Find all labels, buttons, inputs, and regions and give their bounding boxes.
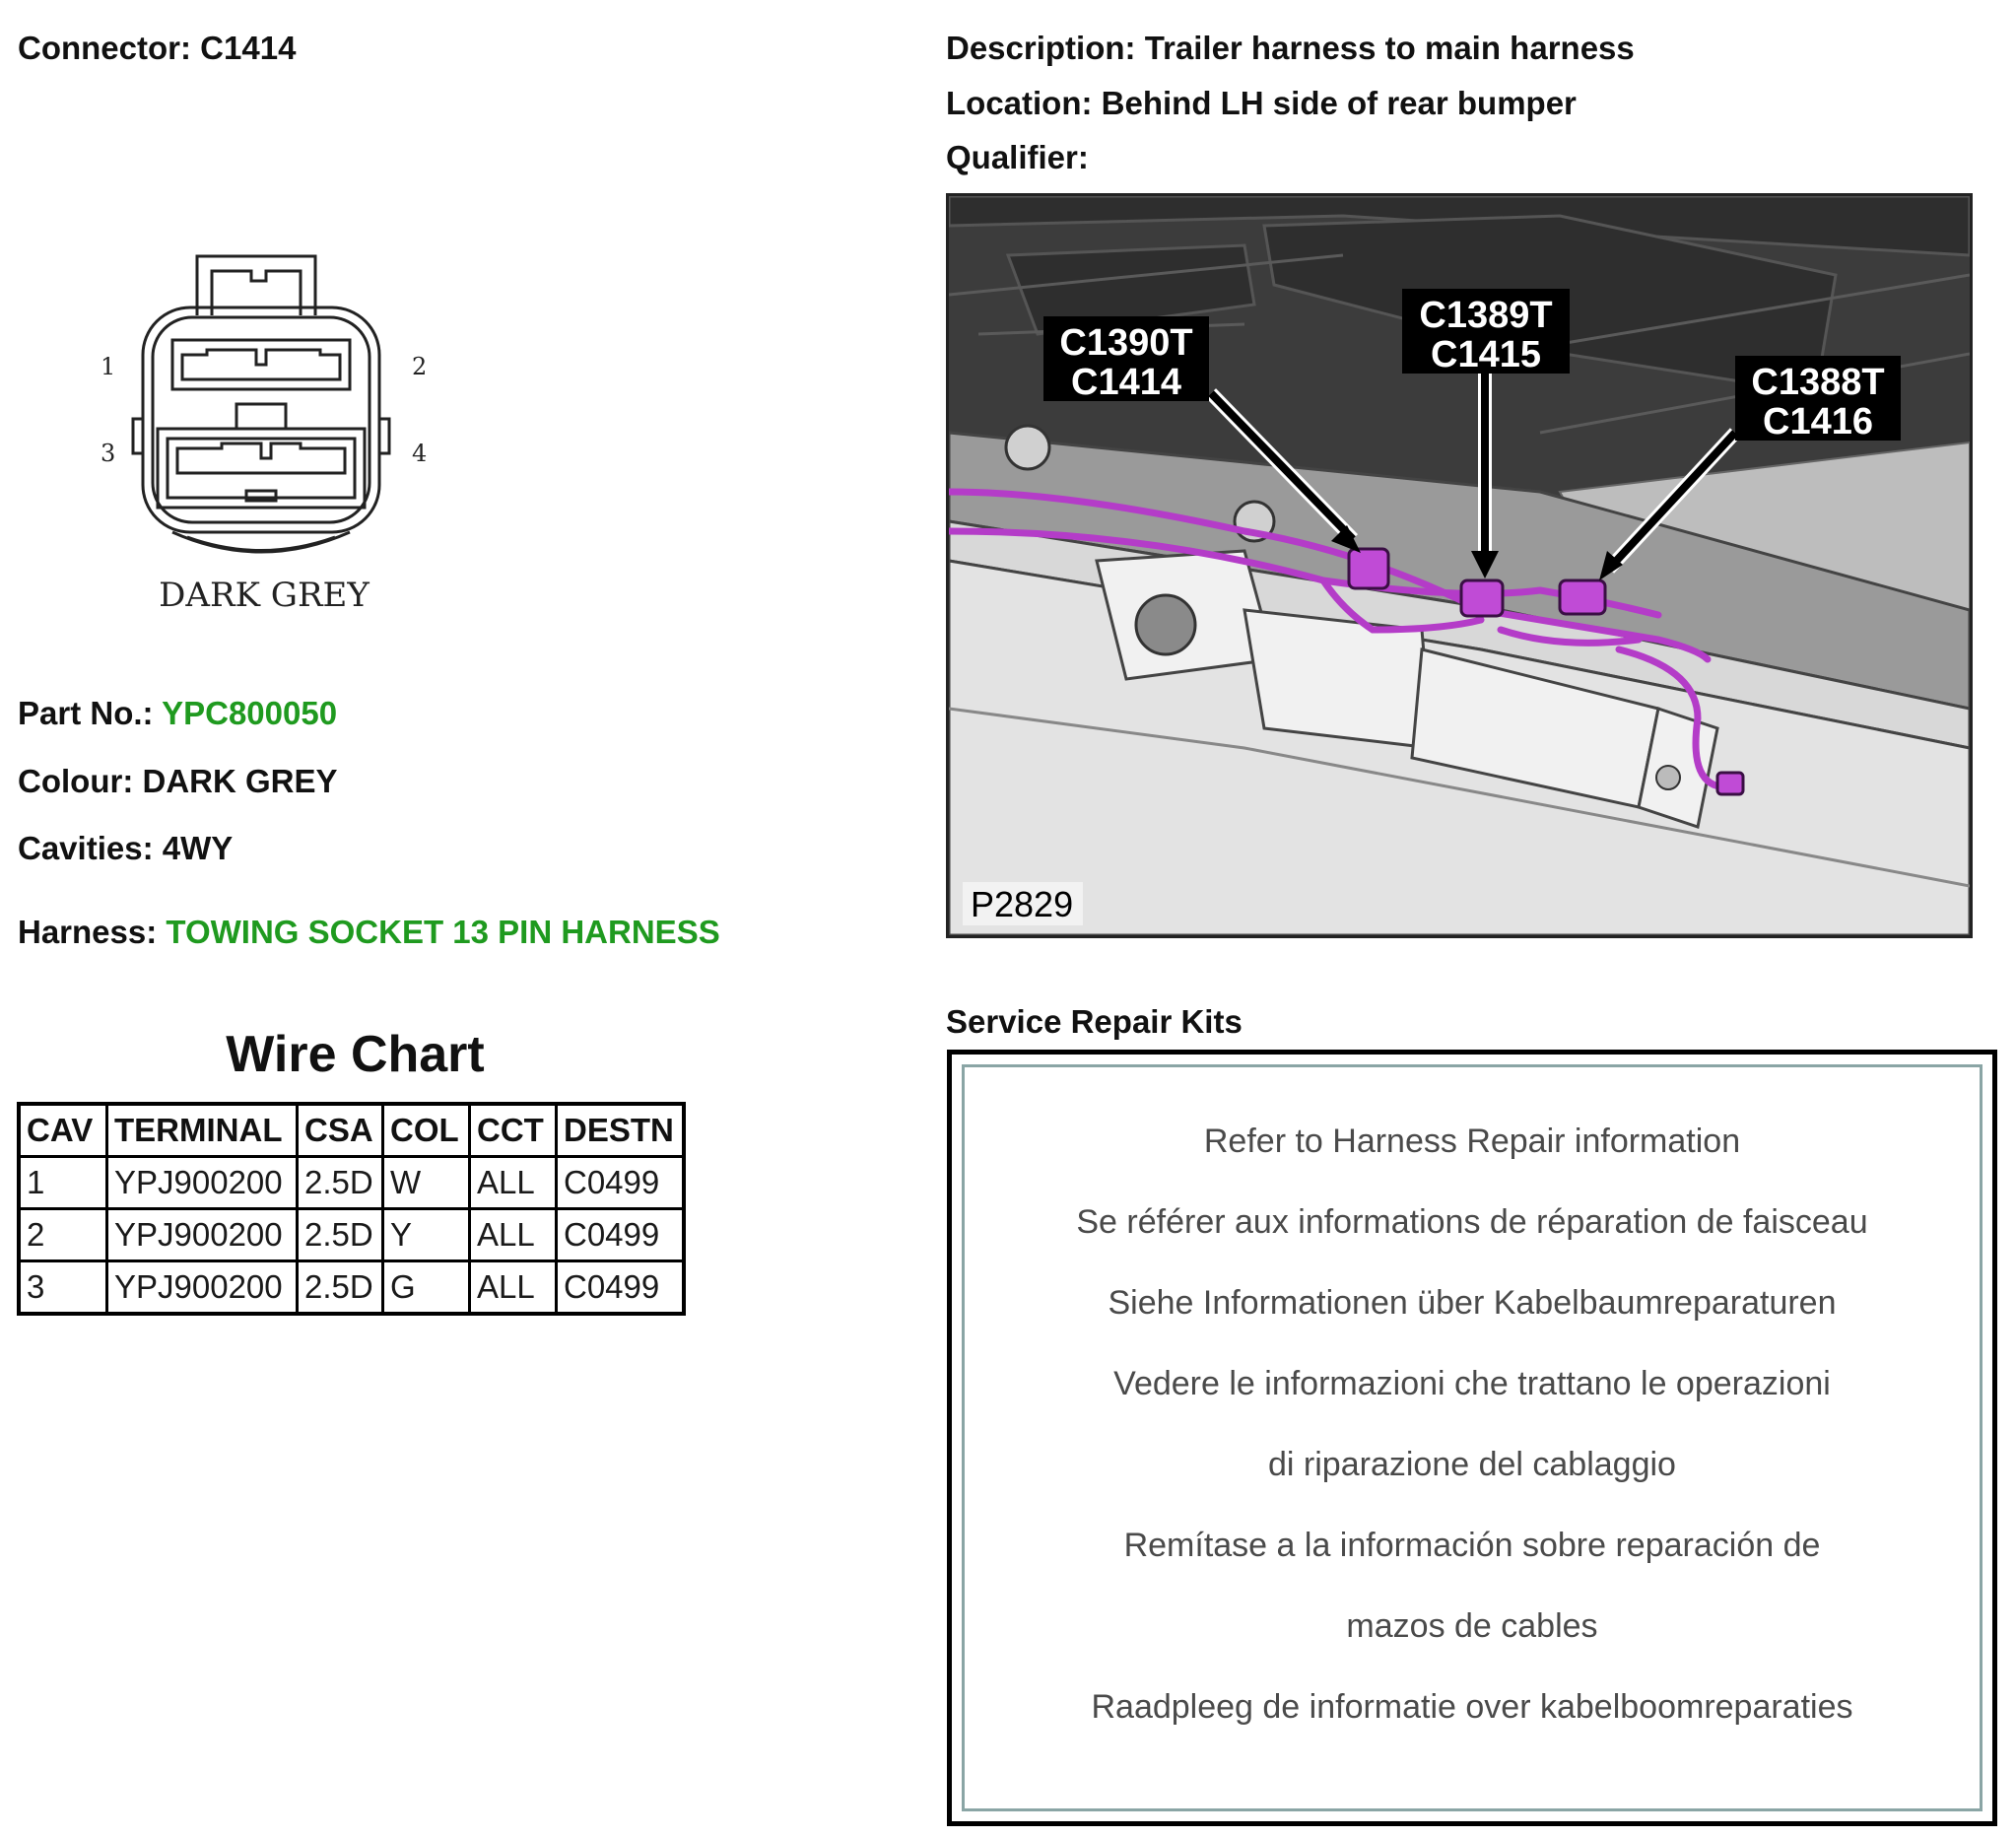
cell-cct: ALL	[470, 1209, 557, 1261]
header-cav: CAV	[19, 1104, 107, 1157]
header-cct: CCT	[470, 1104, 557, 1157]
kit-line-nl: Raadpleeg de informatie over kabelboomreparaties	[1091, 1688, 1853, 1726]
pin-label-1: 1	[101, 353, 116, 380]
cavities-label: Cavities:	[18, 830, 154, 866]
kit-line-it-2: di riparazione del cablaggio	[1268, 1446, 1676, 1483]
location-line	[946, 85, 1577, 122]
cell-col: W	[383, 1157, 470, 1209]
connector-value: C1414	[200, 30, 297, 66]
table-header-row	[19, 1104, 684, 1157]
cell-terminal: YPJ900200	[107, 1209, 298, 1261]
callout-c1389t: C1389T	[1419, 295, 1553, 336]
cell-cav: 2	[19, 1209, 107, 1261]
cell-destn: C0499	[557, 1261, 685, 1315]
description-label: Description:	[946, 30, 1136, 66]
connector-line	[18, 30, 296, 67]
kit-line-de: Siehe Informationen über Kabelbaumreparaturen	[1108, 1284, 1837, 1322]
harness-label: Harness:	[18, 914, 158, 950]
cavities-line	[18, 830, 233, 867]
cell-col: G	[383, 1261, 470, 1315]
kit-line-es-2: mazos de cables	[1346, 1607, 1598, 1645]
part-no-link[interactable]: YPC800050	[162, 695, 338, 731]
callout-c1416: C1416	[1763, 401, 1873, 442]
header-csa: CSA	[298, 1104, 383, 1157]
repair-kits-title: Service Repair Kits	[946, 1003, 1243, 1040]
cell-destn: C0499	[557, 1157, 685, 1209]
cell-cct: ALL	[470, 1157, 557, 1209]
connector-face-diagram	[89, 246, 463, 621]
cell-terminal: YPJ900200	[107, 1261, 298, 1315]
callout-c1415: C1415	[1431, 334, 1541, 375]
repair-kits-box	[947, 1050, 1997, 1826]
kit-line-en: Refer to Harness Repair information	[1203, 1123, 1741, 1160]
location-label: Location:	[946, 85, 1093, 121]
repair-kits-inner-frame	[962, 1064, 1982, 1811]
location-value: Behind LH side of rear bumper	[1101, 85, 1577, 121]
header-destn: DESTN	[557, 1104, 685, 1157]
colour-value: DARK GREY	[142, 763, 338, 799]
part-no-line	[18, 695, 337, 732]
pin-label-2: 2	[412, 353, 428, 380]
callout-c1414: C1414	[1071, 362, 1181, 403]
kit-line-es-1: Remítase a la información sobre reparación de	[1123, 1527, 1821, 1564]
qualifier-label: Qualifier:	[946, 139, 1089, 175]
cavities-value: 4WY	[162, 830, 234, 866]
callout-c1390t: C1390T	[1059, 322, 1193, 364]
cell-csa: 2.5D	[298, 1157, 383, 1209]
cell-cav: 3	[19, 1261, 107, 1315]
harness-link[interactable]: TOWING SOCKET 13 PIN HARNESS	[166, 914, 720, 950]
part-no-label: Part No.:	[18, 695, 154, 731]
callout-c1388t: C1388T	[1751, 362, 1885, 403]
cell-terminal: YPJ900200	[107, 1157, 298, 1209]
description-value: Trailer harness to main harness	[1144, 30, 1635, 66]
colour-line	[18, 763, 338, 800]
image-reference-code: P2829	[971, 884, 1074, 924]
connector-location-image	[946, 193, 1973, 938]
kit-line-fr: Se référer aux informations de réparation de faisceau	[1076, 1203, 1868, 1241]
wire-chart-title: Wire Chart	[226, 1026, 485, 1083]
header-col: COL	[383, 1104, 470, 1157]
cell-csa: 2.5D	[298, 1261, 383, 1315]
qualifier-line	[946, 139, 1089, 176]
kit-line-it-1: Vedere le informazioni che trattano le operazioni	[1113, 1365, 1831, 1402]
table-row	[19, 1209, 684, 1261]
pin-label-4: 4	[412, 440, 428, 467]
table-row	[19, 1261, 684, 1315]
colour-label: Colour:	[18, 763, 134, 799]
header-terminal: TERMINAL	[107, 1104, 298, 1157]
table-row	[19, 1157, 684, 1209]
wire-chart-table	[17, 1102, 686, 1316]
description-line	[946, 30, 1635, 67]
cell-cct: ALL	[470, 1261, 557, 1315]
cell-col: Y	[383, 1209, 470, 1261]
pin-label-3: 3	[101, 440, 116, 467]
cell-cav: 1	[19, 1157, 107, 1209]
connector-label: Connector:	[18, 30, 191, 66]
harness-line	[18, 914, 720, 951]
cell-destn: C0499	[557, 1209, 685, 1261]
diagram-colour-caption: DARK GREY	[159, 576, 370, 615]
cell-csa: 2.5D	[298, 1209, 383, 1261]
